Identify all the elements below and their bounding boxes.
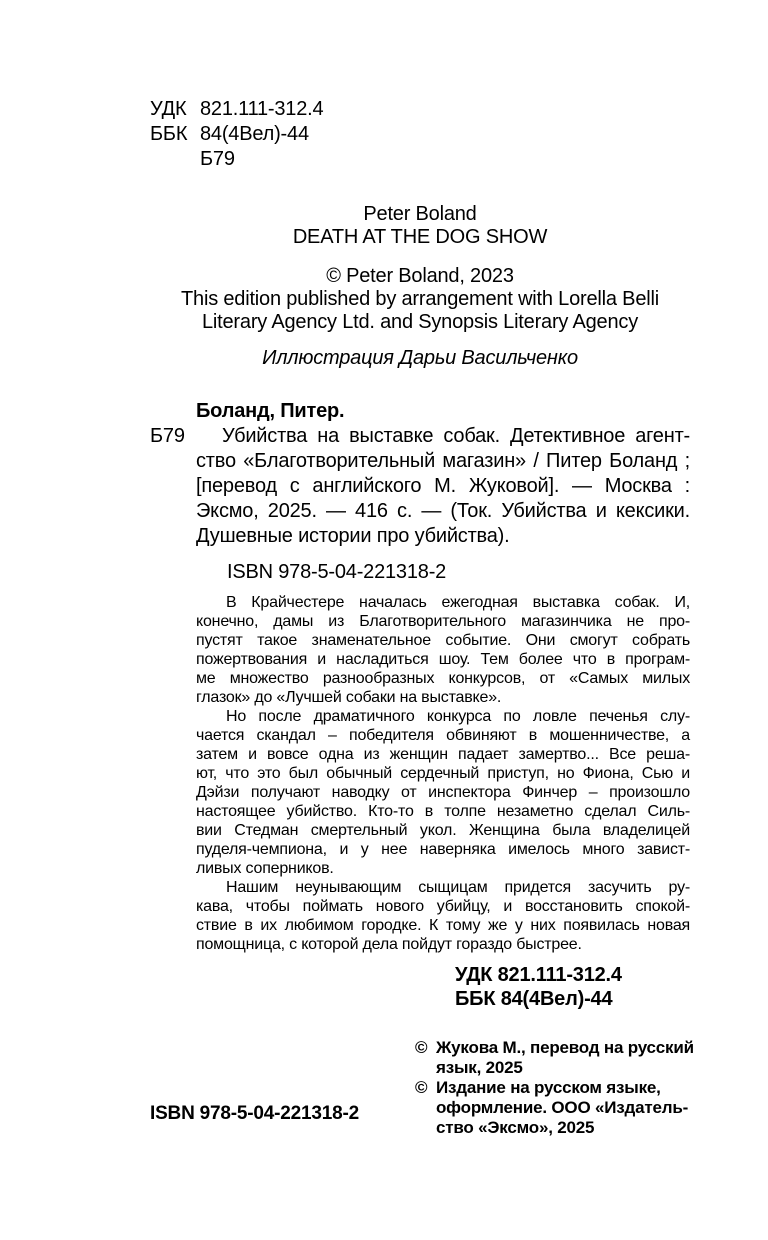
udk-label: УДК xyxy=(150,98,187,120)
text-line: ство «Эксмо», 2025 xyxy=(436,1118,595,1137)
text-line: ство «Благотворительный магазин» / Питер Боланд ; xyxy=(196,450,690,472)
text-line: Жукова М., перевод на русский xyxy=(436,1038,694,1057)
copyright-block xyxy=(415,1038,695,1138)
annotation-paragraph-3 xyxy=(196,878,690,954)
illustration-credit: Иллюстрация Дарьи Васильченко xyxy=(262,347,578,369)
isbn-bottom: ISBN 978-5-04-221318-2 xyxy=(150,1103,359,1124)
text-line: пустят такое знаменательное событие. Они смогут собрать xyxy=(196,632,690,649)
text-line: ствие в их любимом городке. К тому же у них появилась новая xyxy=(196,917,690,934)
bibliographic-record xyxy=(150,399,690,549)
text-line: В Крайчестере началась ежегодная выставка собак. И, xyxy=(226,594,690,611)
copyright-entry-lines xyxy=(436,1078,695,1138)
text-line: затем и вовсе одна из женщин падает замертво... Все реша- xyxy=(196,746,690,763)
biblio-margin-code: Б79 xyxy=(150,425,185,447)
annotation xyxy=(196,593,690,954)
classification-codes-bottom xyxy=(455,963,622,1011)
text-line: язык, 2025 xyxy=(436,1058,523,1077)
classification-codes-top xyxy=(150,97,323,172)
text-line: Дэйзи получают наводку от инспектора Финчер – произошло xyxy=(196,784,690,801)
bbk-value: 84(4Вел)-44 xyxy=(200,123,309,145)
text-line: пожертвования и насладиться шоу. Тем более что в програм- xyxy=(196,651,690,668)
annotation-paragraph-2 xyxy=(196,707,690,878)
original-title-block xyxy=(150,203,690,334)
original-author: Peter Boland xyxy=(363,203,477,225)
author-code: Б79 xyxy=(200,148,235,170)
text-line: Но после драматичного конкурса по ловле печенья слу- xyxy=(226,708,690,725)
copyright-entry-edition xyxy=(415,1078,695,1138)
udk-row xyxy=(150,97,323,122)
copyright-symbol: © xyxy=(415,1078,428,1097)
text-line: чается скандал – победителя обвиняют в мошенничестве, а xyxy=(196,727,690,744)
copyright-symbol: © xyxy=(415,1038,428,1057)
text-line: пуделя-чемпиона, и у нее наверняка имелось много завист- xyxy=(196,841,690,858)
text-line: ливых соперников. xyxy=(196,860,334,877)
biblio-description xyxy=(196,424,690,549)
original-title: DEATH AT THE DOG SHOW xyxy=(292,226,548,248)
original-copyright: © Peter Boland, 2023 xyxy=(326,265,514,287)
text-line: глазок» до «Лучшей собаки на выставке». xyxy=(196,689,502,706)
text-line: вии Стедман смертельный укол. Женщина была владелицей xyxy=(196,822,690,839)
text-line: ме множество разнообразных конкурсов, от «Самых милых xyxy=(196,670,690,687)
copyright-entry-translation xyxy=(415,1038,695,1078)
text-line: Нашим неунывающим сыщицам придется засучить ру- xyxy=(226,879,690,896)
text-line: Эксмо, 2025. — 416 с. — (Ток. Убийства и кексики. xyxy=(196,500,690,522)
text-line: кава, чтобы поймать нового убийцу, и восстановить спокой- xyxy=(196,898,690,915)
text-line: оформление. ООО «Издатель- xyxy=(436,1098,689,1117)
bbk-row xyxy=(150,122,323,147)
text-line: конечно, дамы из Благотворительного магазинчика не про- xyxy=(196,613,690,630)
biblio-body xyxy=(150,424,690,549)
text-line: помощница, с которой дела пойдут гораздо быстрее. xyxy=(196,936,582,953)
author-code-row xyxy=(150,147,323,172)
copyright-entry-lines xyxy=(436,1038,695,1078)
edition-note-line1: This edition published by arrangement with Lorella Belli xyxy=(181,288,659,310)
text-line: ют, что это был обычный сердечный приступ, но Фиона, Сью и xyxy=(196,765,690,782)
isbn-middle: ISBN 978-5-04-221318-2 xyxy=(227,561,447,583)
text-line: Душевные истории про убийства). xyxy=(196,525,510,547)
udk-bottom: УДК 821.111-312.4 xyxy=(455,964,622,986)
edition-note-line2: Literary Agency Ltd. and Synopsis Literary Agency xyxy=(201,311,638,333)
bbk-label: ББК xyxy=(150,123,188,145)
spacer xyxy=(150,249,690,265)
annotation-paragraph-1 xyxy=(196,593,690,707)
udk-value: 821.111-312.4 xyxy=(200,98,324,120)
text-line: [перевод с английского М. Жуковой]. — Москва : xyxy=(196,475,690,497)
text-line: Убийства на выставке собак. Детективное агент- xyxy=(222,425,690,447)
text-line: настоящее убийство. Кто-то в толпе незаметно сделал Силь- xyxy=(196,803,690,820)
bbk-bottom: ББК 84(4Вел)-44 xyxy=(455,988,613,1010)
text-line: Издание на русском языке, xyxy=(436,1078,661,1097)
biblio-author-heading: Боланд, Питер. xyxy=(196,400,345,422)
